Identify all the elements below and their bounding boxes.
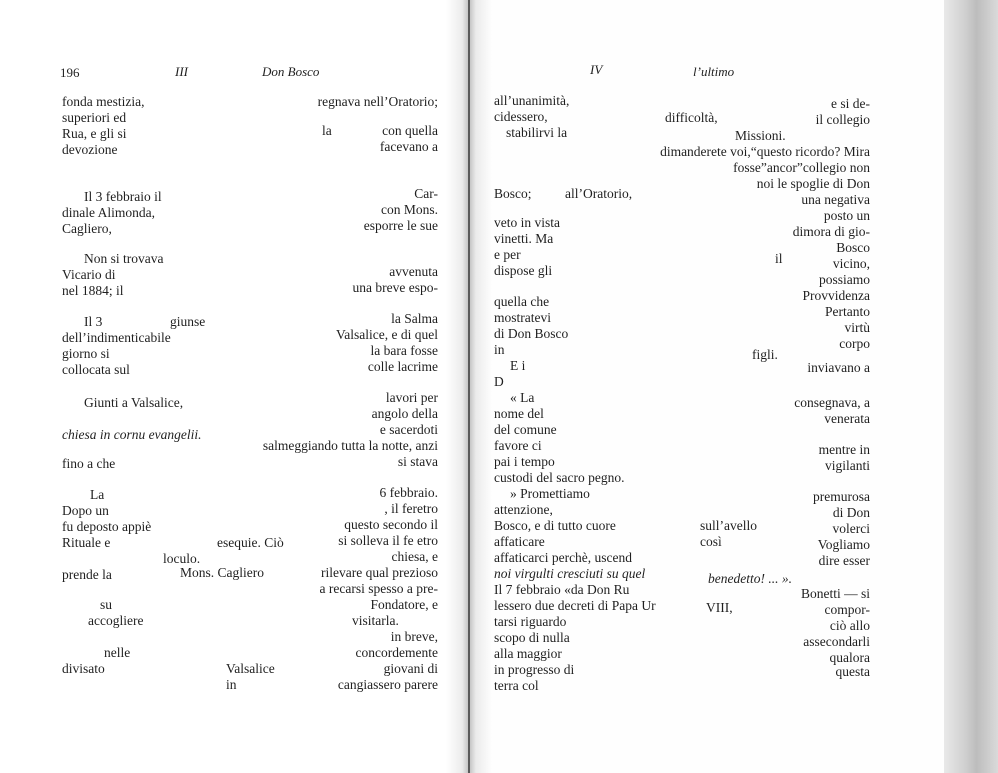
- text-line: E i: [510, 358, 526, 373]
- text-line: dispose gli: [494, 263, 553, 278]
- text-line: la: [322, 123, 332, 138]
- text-line: Il 3 febbraio il: [84, 189, 162, 204]
- text-line: consegnava, a: [794, 395, 870, 410]
- text-line: a recarsi spesso a pre-: [319, 581, 438, 596]
- text-line: custodi del sacro pegno.: [494, 470, 625, 485]
- text-line: fino a che: [62, 456, 116, 471]
- text-line: fonda mestizia,: [62, 94, 145, 109]
- text-line: mostratevi: [494, 310, 551, 325]
- text-line: dire esser: [818, 553, 870, 568]
- text-line: questa: [835, 664, 870, 679]
- text-line: Provvidenza: [802, 288, 870, 303]
- text-line: dimora di gio-: [792, 224, 870, 239]
- page-number-left: 196: [60, 65, 80, 80]
- text-line: Rua, e gli si: [62, 126, 127, 141]
- text-line: la Salma: [391, 311, 438, 326]
- text-line: Vicario di: [62, 267, 116, 282]
- text-line: noi le spoglie di Don: [756, 176, 870, 191]
- text-line: in: [494, 342, 505, 357]
- text-line: giunse: [170, 314, 206, 329]
- text-line: loculo.: [163, 551, 201, 566]
- text-line: chiesa in cornu evangelii.: [62, 427, 202, 442]
- text-line: lavori per: [385, 390, 438, 405]
- text-line: Il 3: [84, 314, 103, 329]
- text-line: Bosco;: [494, 186, 532, 201]
- text-line: premurosa: [813, 489, 870, 504]
- text-line: quella che: [494, 294, 550, 309]
- text-line: con quella: [382, 123, 438, 138]
- text-line: ciò allo: [829, 618, 870, 633]
- text-line: possiamo: [818, 272, 870, 287]
- text-line: chiesa, e: [391, 549, 438, 564]
- text-line: volerci: [832, 521, 870, 536]
- text-line: questo secondo il: [344, 517, 438, 532]
- text-line: e per: [494, 247, 521, 262]
- text-line: venerata: [824, 411, 870, 426]
- text-line: così: [700, 534, 722, 549]
- text-line: vicino,: [832, 256, 870, 271]
- text-line: fu deposto appiè: [62, 519, 152, 534]
- text-line: cidessero,: [494, 109, 548, 124]
- section-numeral-right: IV: [590, 62, 603, 77]
- text-line: Mons. Cagliero: [180, 565, 264, 580]
- text-line: veto in vista: [494, 215, 560, 230]
- text-line: dimanderete voi,“questo ricordo? Mira: [660, 144, 870, 159]
- text-line: sull’avello: [700, 518, 757, 533]
- text-line: La: [90, 487, 105, 502]
- text-line: benedetto! ... ».: [708, 571, 792, 586]
- text-line: in breve,: [390, 629, 438, 644]
- text-line: su: [100, 597, 113, 612]
- text-line: affaticare: [494, 534, 545, 549]
- text-line: in progresso di: [494, 662, 575, 677]
- text-line: all’Oratorio,: [565, 186, 633, 201]
- text-line: Fondatore, e: [370, 597, 438, 612]
- text-line: scopo di nulla: [494, 630, 570, 645]
- section-numeral-left: III: [175, 64, 188, 79]
- text-line: Car-: [414, 186, 438, 201]
- text-line: D: [494, 374, 504, 389]
- text-line: il collegio: [815, 112, 870, 127]
- running-title-right: l’ultimo: [693, 64, 735, 79]
- text-line: dinale Alimonda,: [62, 205, 155, 220]
- text-line: collocata sul: [62, 362, 130, 377]
- text-line: difficoltà,: [665, 110, 718, 125]
- text-line: vigilanti: [825, 458, 870, 473]
- text-line: regnava nell’Oratorio;: [317, 94, 438, 109]
- text-line: si solleva il fe etro: [338, 533, 438, 548]
- text-line: » Promettiamo: [510, 486, 590, 501]
- text-line: mentre in: [818, 442, 870, 457]
- text-line: noi virgulti cresciuti su quel: [494, 566, 646, 581]
- text-line: Giunti a Valsalice,: [84, 395, 184, 410]
- text-line: , il feretro: [384, 501, 438, 516]
- text-line: corpo: [839, 336, 870, 351]
- text-line: Il 7 febbraio «da Don Ru: [494, 582, 630, 597]
- text-line: Valsalice, e di quel: [336, 327, 438, 342]
- text-line: avvenuta: [389, 264, 438, 279]
- text-line: e si de-: [831, 96, 870, 111]
- text-line: devozione: [62, 142, 118, 157]
- text-line: attenzione,: [494, 502, 553, 517]
- text-line: angolo della: [371, 406, 438, 421]
- text-line: posto un: [823, 208, 870, 223]
- text-line: assecondarli: [803, 634, 870, 649]
- text-line: giovani di: [383, 661, 438, 676]
- text-line: accogliere: [88, 613, 144, 628]
- text-line: Cagliero,: [62, 221, 112, 236]
- text-line: lessero due decreti di Papa Ur: [494, 598, 656, 613]
- text-line: alla maggior: [494, 646, 562, 661]
- text-line: virtù: [844, 320, 870, 335]
- text-line: Vogliamo: [817, 537, 870, 552]
- text-line: vinetti. Ma: [494, 231, 554, 246]
- text-line: « La: [510, 390, 535, 405]
- running-title-left: Don Bosco: [262, 64, 320, 79]
- text-line: VIII,: [706, 600, 733, 615]
- text-line: Pertanto: [825, 304, 870, 319]
- text-line: colle lacrime: [367, 359, 438, 374]
- text-line: si stava: [397, 454, 438, 469]
- text-line: visitarla.: [352, 613, 399, 628]
- text-line: affaticarci perchè, uscend: [494, 550, 633, 565]
- text-line: qualora: [829, 650, 870, 665]
- text-line: una negativa: [801, 192, 870, 207]
- text-line: compor-: [824, 602, 870, 617]
- text-line: di Don Bosco: [494, 326, 569, 341]
- text-line: prende la: [62, 567, 112, 582]
- text-line: esequie. Ciò: [217, 535, 284, 550]
- text-line: rilevare qual prezioso: [321, 565, 438, 580]
- text-line: nelle: [104, 645, 131, 660]
- text-line: pai i tempo: [494, 454, 555, 469]
- page-edge: [944, 0, 998, 773]
- text-line: dell’indimenticabile: [62, 330, 171, 345]
- text-line: facevano a: [379, 139, 438, 154]
- text-line: fosse”ancor”collegio non: [733, 160, 870, 175]
- text-line: cangiassero parere: [337, 677, 438, 692]
- text-line: terra col: [494, 678, 539, 693]
- text-line: del comune: [494, 422, 557, 437]
- text-line: una breve espo-: [352, 280, 438, 295]
- text-line: Non si trovava: [84, 251, 164, 266]
- text-line: stabilirvi la: [506, 125, 568, 140]
- text-line: 6 febbraio.: [379, 485, 438, 500]
- book-spine: [468, 0, 470, 773]
- text-line: figli.: [752, 347, 778, 362]
- text-line: Valsalice: [226, 661, 275, 676]
- text-line: all’unanimità,: [494, 93, 570, 108]
- text-line: superiori ed: [62, 110, 127, 125]
- text-line: concordemente: [355, 645, 438, 660]
- text-line: divisato: [62, 661, 105, 676]
- text-line: Bonetti — si: [800, 586, 870, 601]
- text-line: tarsi riguardo: [494, 614, 567, 629]
- text-line: salmeggiando tutta la notte, anzi: [262, 438, 438, 453]
- text-line: Missioni.: [735, 128, 786, 143]
- text-line: e sacerdoti: [379, 422, 438, 437]
- text-line: Bosco, e di tutto cuore: [494, 518, 616, 533]
- text-line: Bosco: [836, 240, 870, 255]
- text-line: inviavano a: [807, 360, 870, 375]
- text-line: nome del: [494, 406, 544, 421]
- text-line: Dopo un: [62, 503, 109, 518]
- text-line: di Don: [832, 505, 870, 520]
- text-line: esporre le sue: [363, 218, 438, 233]
- text-line: il: [775, 251, 783, 266]
- text-line: Rituale e: [62, 535, 111, 550]
- text-line: la bara fosse: [370, 343, 438, 358]
- text-line: in: [226, 677, 237, 692]
- text-line: con Mons.: [381, 202, 438, 217]
- text-line: favore ci: [494, 438, 542, 453]
- text-line: giorno si: [62, 346, 110, 361]
- text-line: nel 1884; il: [62, 283, 124, 298]
